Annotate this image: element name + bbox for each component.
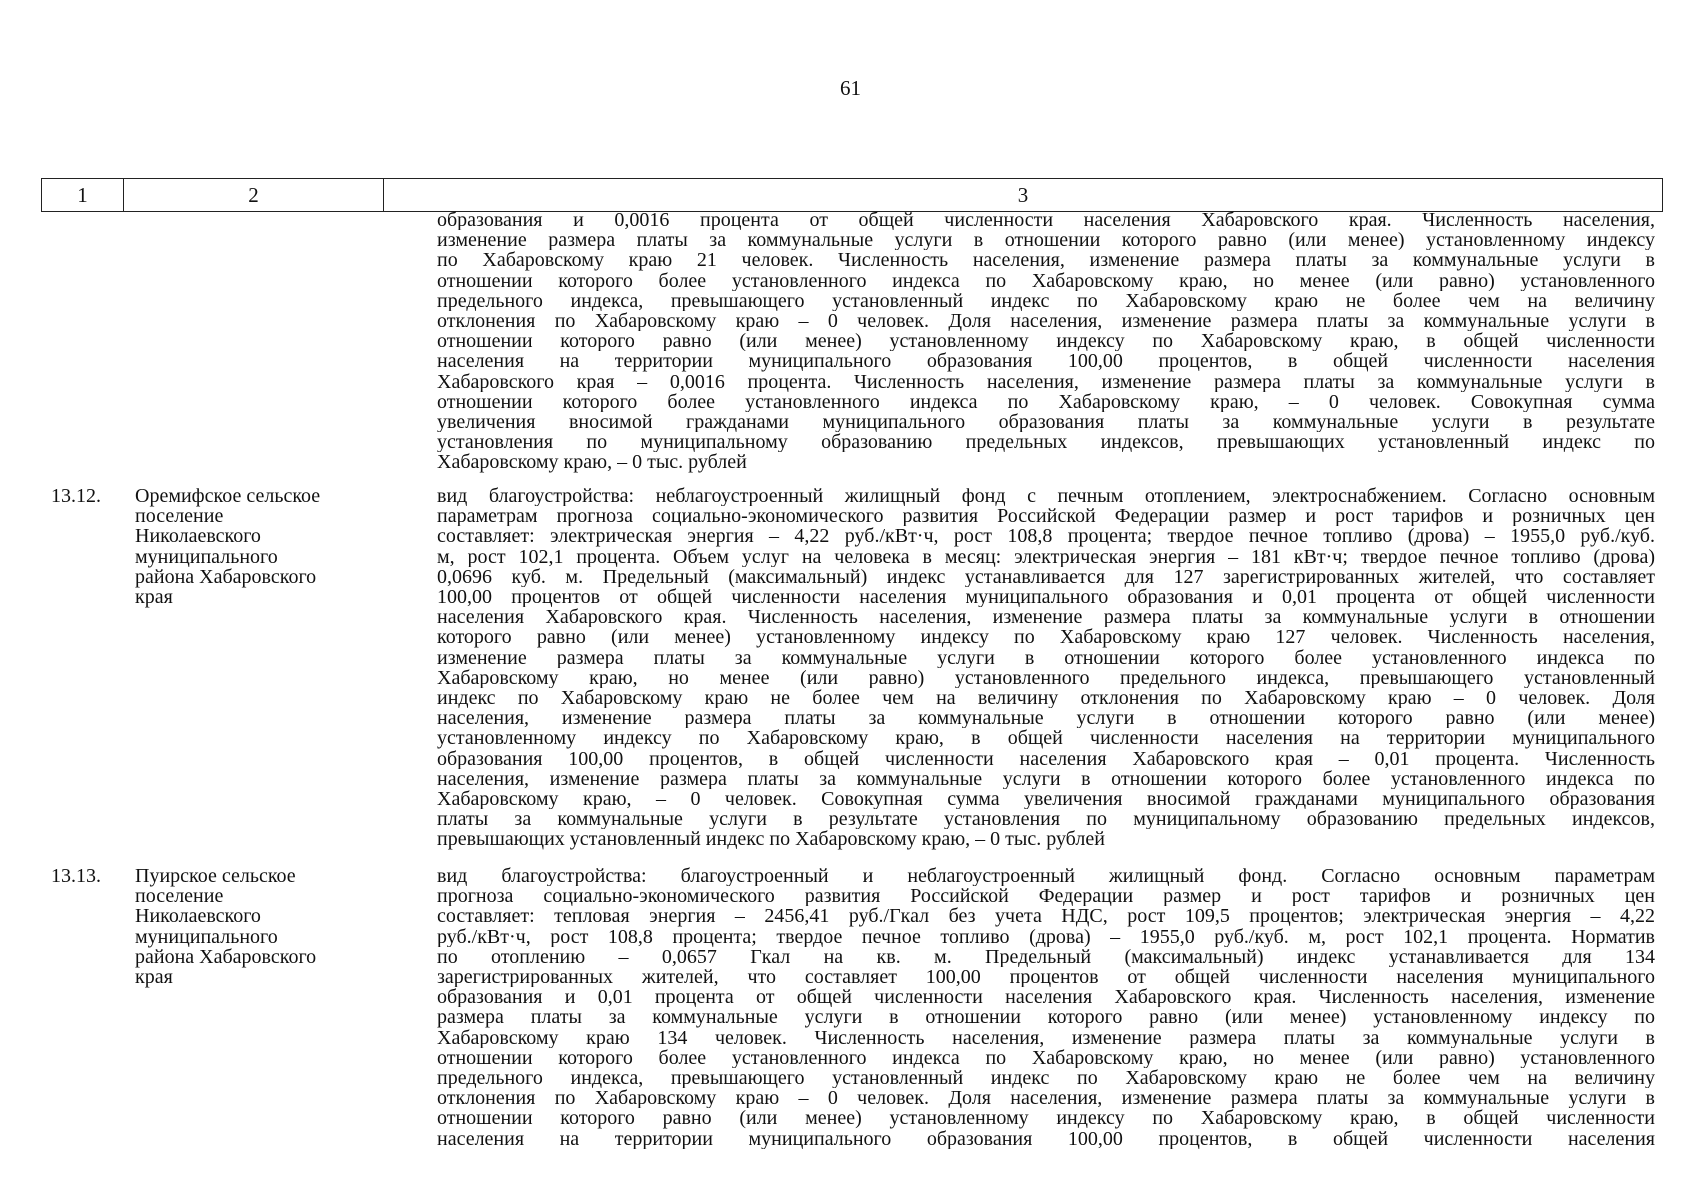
text-line: вид благоустройства: благоустроенный и неблагоустроенный жилищный фонд. Согласно основным параметрам <box>437 866 1655 887</box>
text-line: образования и 0,0016 процента от общей численности населения Хабаровского края. Численность населения, <box>437 210 1655 231</box>
text-line: Хабаровскому краю 134 человек. Численность населения, изменение размера платы за коммунальные услуги в <box>437 1027 1655 1048</box>
header-col-1: 1 <box>42 179 124 211</box>
text-line: изменение размера платы за коммунальные услуги в отношении которого более установленного индекса по <box>437 647 1655 668</box>
text-line: установленному индексу по Хабаровскому краю, в общей численности населения на территории муниципального <box>437 728 1655 749</box>
text-line: по Хабаровскому краю 21 человек. Численность населения, изменение размера платы за коммунальные услуги в <box>437 250 1655 271</box>
page-number: 61 <box>840 76 861 100</box>
row-name-line: края <box>135 966 173 989</box>
row-description <box>383 486 1663 850</box>
text-line: отношении которого равно (или менее) установленному индексу по Хабаровскому краю, в общей численности <box>437 331 1655 352</box>
text-line: составляет: электрическая энергия – 4,22 руб./кВт·ч, рост 108,8 процента; твердое печное топливо (дрова) – 1955,0 руб./куб. <box>437 526 1655 547</box>
text-line: Хабаровскому краю, – 0 человек. Совокупная сумма увеличения вносимой гражданами муниципального образования <box>437 789 1655 810</box>
row-name-line: района Хабаровского <box>135 565 317 588</box>
table-row-continuation <box>41 210 1663 473</box>
text-line: 100,00 процентов от общей численности населения муниципального образования и 0,01 процента от общей численности <box>437 587 1655 608</box>
text-line: предельного индекса, превышающего установленный индекс по Хабаровскому краю не более чем на величину <box>437 1068 1655 1089</box>
row-name <box>123 486 383 850</box>
text-line: образования 100,00 процентов, в общей численности населения Хабаровского края – 0,01 процента. Численность <box>437 748 1655 769</box>
text-line: превышающих установленный индекс по Хабаровскому краю, – 0 тыс. рублей <box>437 829 1105 850</box>
table-row <box>41 486 1663 850</box>
table-row <box>41 866 1663 1149</box>
text-line: Хабаровского края – 0,0016 процента. Численность населения, изменение размера платы за коммунальные услуги в <box>437 371 1655 392</box>
text-line: м, рост 102,1 процента. Объем услуг на человека в месяц: электрическая энергия – 181 кВт·ч; твердое печное топливо (дрова) <box>437 546 1655 567</box>
text-line: руб./кВт·ч, рост 108,8 процента; твердое печное топливо (дрова) – 1955,0 руб./куб. м, рост 102,1 процента. Норматив <box>437 926 1655 947</box>
text-line: 0,0696 куб. м. Предельный (максимальный) индекс устанавливается для 127 зарегистрированных жителей, что составляет <box>437 566 1655 588</box>
text-line: предельного индекса, превышающего установленный индекс по Хабаровскому краю не более чем на величину <box>437 290 1655 312</box>
text-line: отношении которого более установленного индекса по Хабаровскому краю, но менее (или равно) установленного <box>437 270 1655 291</box>
text-line: отношении которого равно (или менее) установленному индексу по Хабаровскому краю, в общей численности <box>437 1108 1655 1129</box>
text-line: по отоплению – 0,0657 Гкал на кв. м. Предельный (максимальный) индекс устанавливается для 134 <box>437 946 1655 968</box>
row-name-line: муниципального <box>135 925 278 948</box>
row-number: 13.13. <box>51 865 101 887</box>
text-line: зарегистрированных жителей, что составляет 100,00 процентов от общей численности населения муниципального <box>437 967 1655 988</box>
text-line: прогноза социально-экономического развития Российской Федерации размер и рост тарифов и розничных цен <box>437 886 1655 907</box>
text-line: Хабаровскому краю, но менее (или равно) установленного предельного индекса, превышающего установленный <box>437 667 1655 689</box>
row-name-line: Николаевского <box>135 905 261 928</box>
row-name-line: Оремифское сельское <box>135 485 321 507</box>
text-line: платы за коммунальные услуги в результате установления по муниципальному образованию предельных индексов, <box>437 809 1655 830</box>
text-line: отклонения по Хабаровскому краю – 0 человек. Доля населения, изменение размера платы за коммунальные услуги в <box>437 1088 1655 1109</box>
text-line: изменение размера платы за коммунальные услуги в отношении которого равно (или менее) установленному индексу <box>437 230 1655 251</box>
text-line: населения на территории муниципального образования 100,00 процентов, в общей численности населения <box>437 1128 1655 1149</box>
row-number <box>41 210 123 473</box>
row-name-line: Пуирское сельское <box>135 865 296 887</box>
row-number: 13.12. <box>51 485 101 507</box>
row-description <box>383 210 1663 473</box>
row-name <box>123 866 383 1149</box>
row-name-line: края <box>135 586 173 609</box>
text-line: отношении которого более установленного индекса по Хабаровскому краю, – 0 человек. Совокупная сумма <box>437 391 1655 413</box>
text-line: установления по муниципальному образованию предельных индексов, превышающих установленный индекс по <box>437 432 1655 453</box>
row-name-line: Николаевского <box>135 525 261 548</box>
text-line: отношении которого более установленного индекса по Хабаровскому краю, но менее (или равно) установленного <box>437 1047 1655 1069</box>
text-line: Хабаровскому краю, – 0 тыс. рублей <box>437 452 747 473</box>
text-line: параметрам прогноза социально-экономического развития Российской Федерации размер и рост тарифов и розничных цен <box>437 506 1655 527</box>
row-name-line: муниципального <box>135 545 278 568</box>
header-col-3: 3 <box>1017 182 1029 207</box>
text-line: населения, изменение размера платы за коммунальные услуги в отношении которого равно (или менее) <box>437 708 1655 729</box>
text-line: размера платы за коммунальные услуги в отношении которого равно (или менее) установленному индексу по <box>437 1007 1655 1028</box>
text-line: составляет: тепловая энергия – 2456,41 руб./Гкал без учета НДС, рост 109,5 процентов; электрическая энергия – 4,22 <box>437 906 1655 927</box>
text-line: которого равно (или менее) установленному индексу по Хабаровскому краю 127 человек. Численность населения, <box>437 627 1655 648</box>
text-line: населения на территории муниципального образования 100,00 процентов, в общей численности населения <box>437 351 1655 372</box>
text-line: вид благоустройства: неблагоустроенный жилищный фонд с печным отоплением, электроснабжением. Согласно основным <box>437 486 1655 507</box>
row-name-line: поселение <box>135 885 224 908</box>
text-line: образования и 0,01 процента от общей численности населения Хабаровского края. Численность населения, изменение <box>437 987 1655 1008</box>
text-line: населения Хабаровского края. Численность населения, изменение размера платы за коммунальные услуги в отношении <box>437 607 1655 628</box>
row-name-line: поселение <box>135 505 224 528</box>
row-name <box>123 210 383 473</box>
text-line: увеличения вносимой гражданами муниципального образования платы за коммунальные услуги в результате <box>437 412 1655 433</box>
text-line: индекс по Хабаровскому краю не более чем на величину отклонения по Хабаровскому краю – 0 человек. Доля <box>437 688 1655 709</box>
text-line: населения, изменение размера платы за коммунальные услуги в отношении которого более установленного индекса по <box>437 768 1655 790</box>
table-header <box>41 178 1663 212</box>
text-line: отклонения по Хабаровскому краю – 0 человек. Доля населения, изменение размера платы за коммунальные услуги в <box>437 311 1655 332</box>
row-name-line: района Хабаровского <box>135 945 317 968</box>
row-description <box>383 866 1663 1149</box>
header-col-2: 2 <box>124 179 384 211</box>
